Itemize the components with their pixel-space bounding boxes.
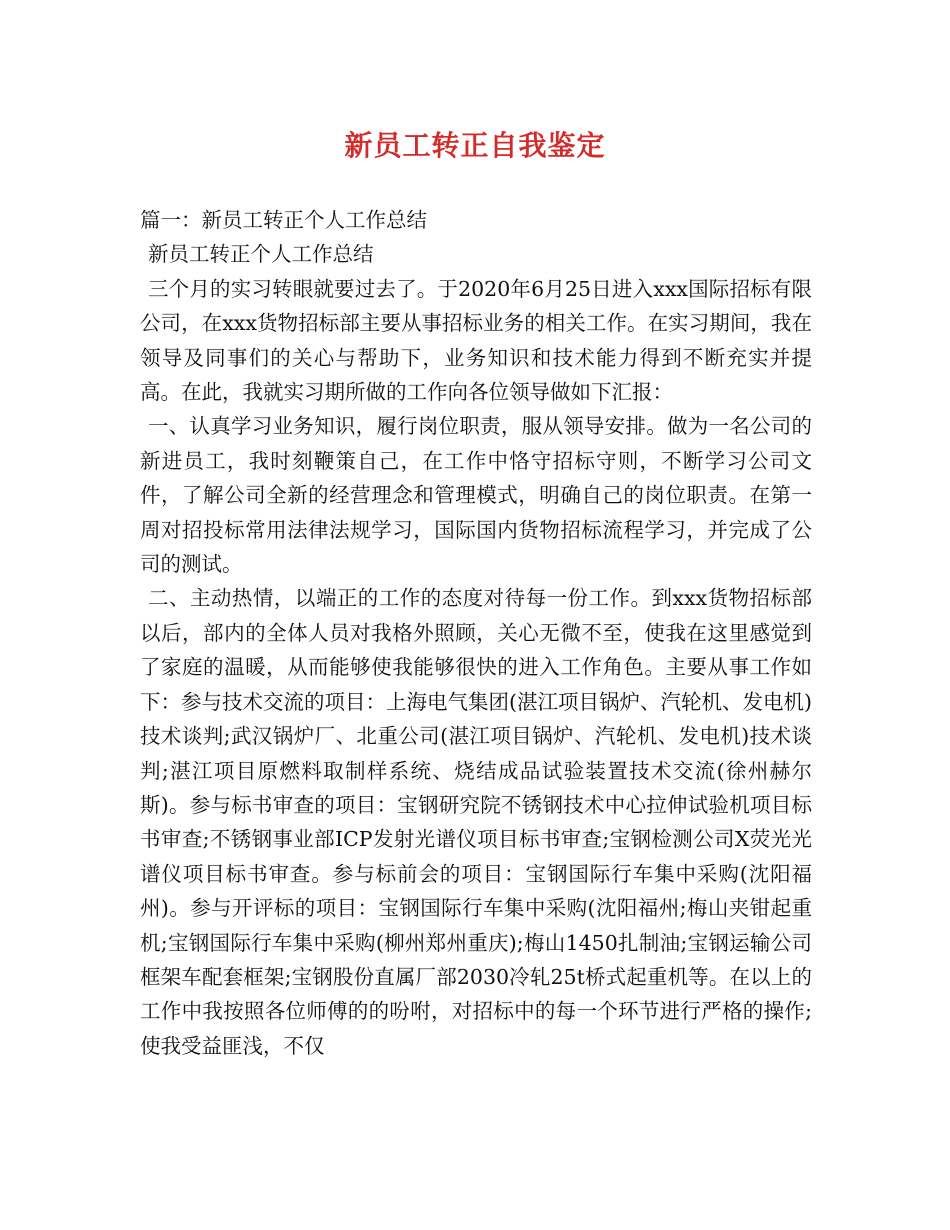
subsection-heading: 新员工转正个人工作总结 [148, 242, 374, 267]
paragraph-point-one: 一、认真学习业务知识，履行岗位职责，服从领导安排。做为一名公司的新进员工，我时刻鞭策自己，在工作中恪守招标守则，不断学习公司文件，了解公司全新的经营理念和管理模式，明确自己的岗位职责。在第一周对招投标常用法律法规学习，国际国内货物招标流程学习，并完成了公司的测试。 [140, 414, 812, 577]
document-title: 新员工转正自我鉴定 [344, 129, 606, 162]
document-body [140, 203, 812, 1063]
section-heading: 篇一：新员工转正个人工作总结 [140, 208, 427, 232]
paragraph-point-two: 二、主动热情，以端正的工作的态度对待每一份工作。到xxx货物招标部以后，部内的全体人员对我格外照顾，关心无微不至，使我在这里感觉到了家庭的温暖，从而能够使我能够很快的进入工作角色。主要从事工作如下：参与技术交流的项目：上海电气集团(湛江项目锅炉、汽轮机、发电机)技术谈判;武汉锅炉厂、北重公司(湛江项目锅炉、汽轮机、发电机)技术谈判;湛江项目原燃料取制样系统、烧结成品试验装置技术交流(徐州赫尔斯)。参与标书审查的项目：宝钢研究院不锈钢技术中心拉伸试验机项目标书审查;不锈钢事业部ICP发射光谱仪项目标书审查;宝钢检测公司X荧光光谱仪项目标书审查。参与标前会的项目：宝钢国际行车集中采购(沈阳福州)。参与开评标的项目：宝钢国际行车集中采购(沈阳福州;梅山夹钳起重机;宝钢国际行车集中采购(柳州郑州重庆);梅山1450扎制油;宝钢运输公司框架车配套框架;宝钢股份直属厂部2030冷轧25t桥式起重机等。在以上的工作中我按照各位师傅的的吩咐，对招标中的每一个环节进行严格的操作;使我受益匪浅，不仅 [140, 586, 812, 1058]
paragraph-intro: 三个月的实习转眼就要过去了。于2020年6月25日进入xxx国际招标有限公司，在xxx货物招标部主要从事招标业务的相关工作。在实习期间，我在领导及同事们的关心与帮助下，业务知识和技术能力得到不断充实并提高。在此，我就实习期所做的工作向各位领导做如下汇报： [140, 276, 812, 405]
